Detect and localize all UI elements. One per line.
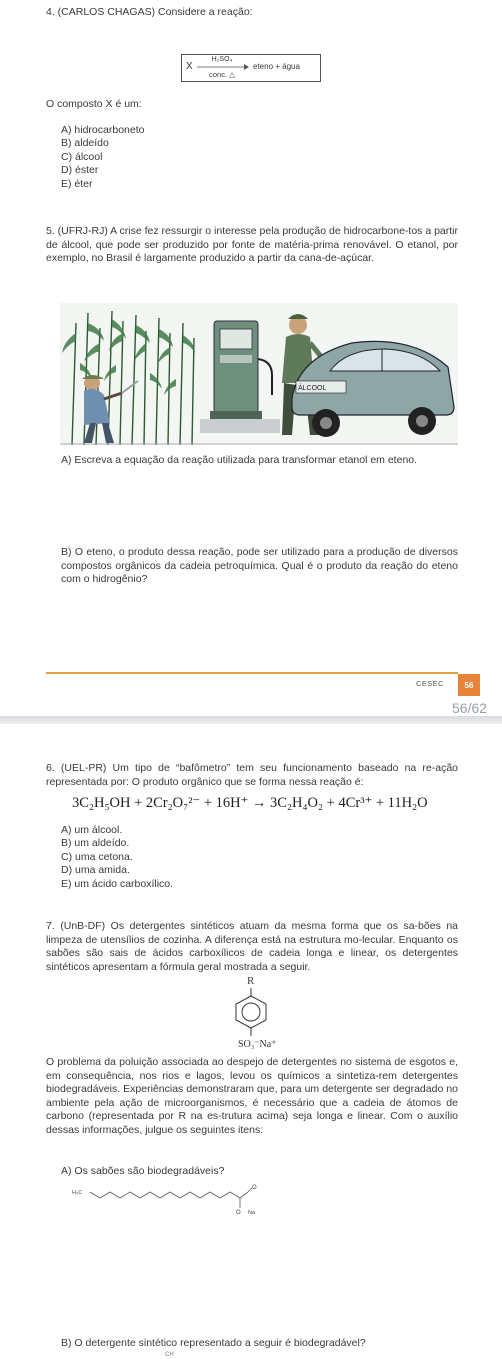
q4-question: O composto X é um: (46, 98, 142, 110)
cut-structure-label: CH (165, 1352, 174, 1358)
q6-header: 6. (UEL-PR) Um tipo de “bafômetro” tem seu funcionamento baseado na re-ação representada por: O produto orgânico que se forma nessa reação é: (46, 762, 458, 788)
q6-option-a[interactable]: A) um álcool. (61, 824, 123, 836)
structure-r-label: R (247, 975, 255, 987)
ethanol-station-illustration (60, 303, 458, 445)
page-counter: 56/62 (452, 700, 488, 716)
q7-item-b: B) O detergente sintético representado a seguir é biodegradável? (61, 1337, 366, 1349)
q5-item-a: A) Escreva a equação da reação utilizada para transformar etanol em eteno. (61, 454, 418, 466)
reactant: X (186, 61, 193, 72)
soap-o-minus-label: O (236, 1210, 241, 1216)
page-number-badge (458, 674, 480, 696)
q4-option-a[interactable]: A) hidrocarboneto (61, 124, 145, 136)
footer-rule (46, 672, 458, 674)
q6-option-c[interactable]: C) uma cetona. (61, 850, 133, 863)
q4-header: 4. (CARLOS CHAGAS) Considere a reação: (46, 6, 253, 18)
q4-option-d[interactable]: D) éster (61, 164, 99, 177)
catalyst-bottom: conc. △ (209, 70, 235, 79)
q4-option-e[interactable]: E) éter (61, 177, 93, 190)
catalyst-top: H₂SO₄ (211, 56, 233, 63)
q6-option-b[interactable]: B) um aldeído. (61, 837, 130, 850)
q6-option-e[interactable]: E) um ácido carboxílico. (61, 877, 174, 890)
q6-equation: 3C₂H₅OH + 2Cr₂O₇²⁻ + 16H⁺ → 3C₂H₄O₂ + 4Cr³⁺ + 11H₂O (72, 795, 428, 811)
footer-brand: CESEC (416, 679, 444, 688)
q4-option-b[interactable]: B) aldeído (61, 137, 109, 150)
illustration-label: ÁLCOOL (298, 385, 327, 392)
page-number: 56 (464, 680, 474, 690)
q7-header: 7. (UnB-DF) Os detergentes sintéticos atuam da mesma forma que os sa-bões na limpeza de utensílios de cozinha. A diferença está na estrutura mo-lecular. Enquanto os sabões são sais de ácidos carboxílicos de cadeia longa e linear, os detergentes sintéticos apresentam a fórmula geral mostrada a seguir. (46, 920, 458, 973)
q5-item-b: B) O eteno, o produto dessa reação, pode ser utilizado para a produção de diversos compostos orgânicos da cadeia petroquímica. Qual é o produto da reação do eteno com o hidrogênio? (61, 546, 458, 585)
reaction-box (181, 54, 321, 82)
q7-item-a: A) Os sabões são biodegradáveis? (61, 1165, 225, 1177)
benzene-ring-icon (231, 988, 271, 1036)
soap-na-label: Na (248, 1210, 256, 1216)
soap-molecule-icon (72, 1180, 272, 1216)
soap-o-label: O (252, 1185, 257, 1191)
q6-option-d[interactable]: D) uma amida. (61, 864, 130, 877)
reaction-products: eteno + água (253, 62, 300, 71)
q4-option-c[interactable]: C) álcool (61, 150, 103, 163)
q4-options (61, 124, 144, 191)
q6-options (61, 824, 173, 891)
soap-h3c-label: H₃C (72, 1190, 83, 1196)
q5-header: 5. (UFRJ-RJ) A crise fez ressurgir o interesse pela produção de hidrocarbone-tos a partir de álcool, que pode ser produzido por fonte de matéria-prima renovável. O etanol, por exemplo, no Brasil é largamente produzido a partir da cana-de-açúcar. (46, 225, 459, 264)
q7-body: O problema da poluição associada ao despejo de detergentes no sistema de esgotos e, em consequência, nos rios e lagos, levou os químicos a sintetiza-rem detergentes biodegradáveis. Experiências demonstraram que, para um detergente ser degradado no ambiente pela ação de microorganismos, é necessário que a cadeia de átomos de carbono (representada por R na es-trutura acima) seja longa e linear. Com o auxílio dessas informações, julgue os seguintes itens: (46, 1056, 458, 1136)
structure-so3na-label: SO₃⁻Na⁺ (238, 1039, 277, 1050)
page-separator (0, 716, 502, 724)
